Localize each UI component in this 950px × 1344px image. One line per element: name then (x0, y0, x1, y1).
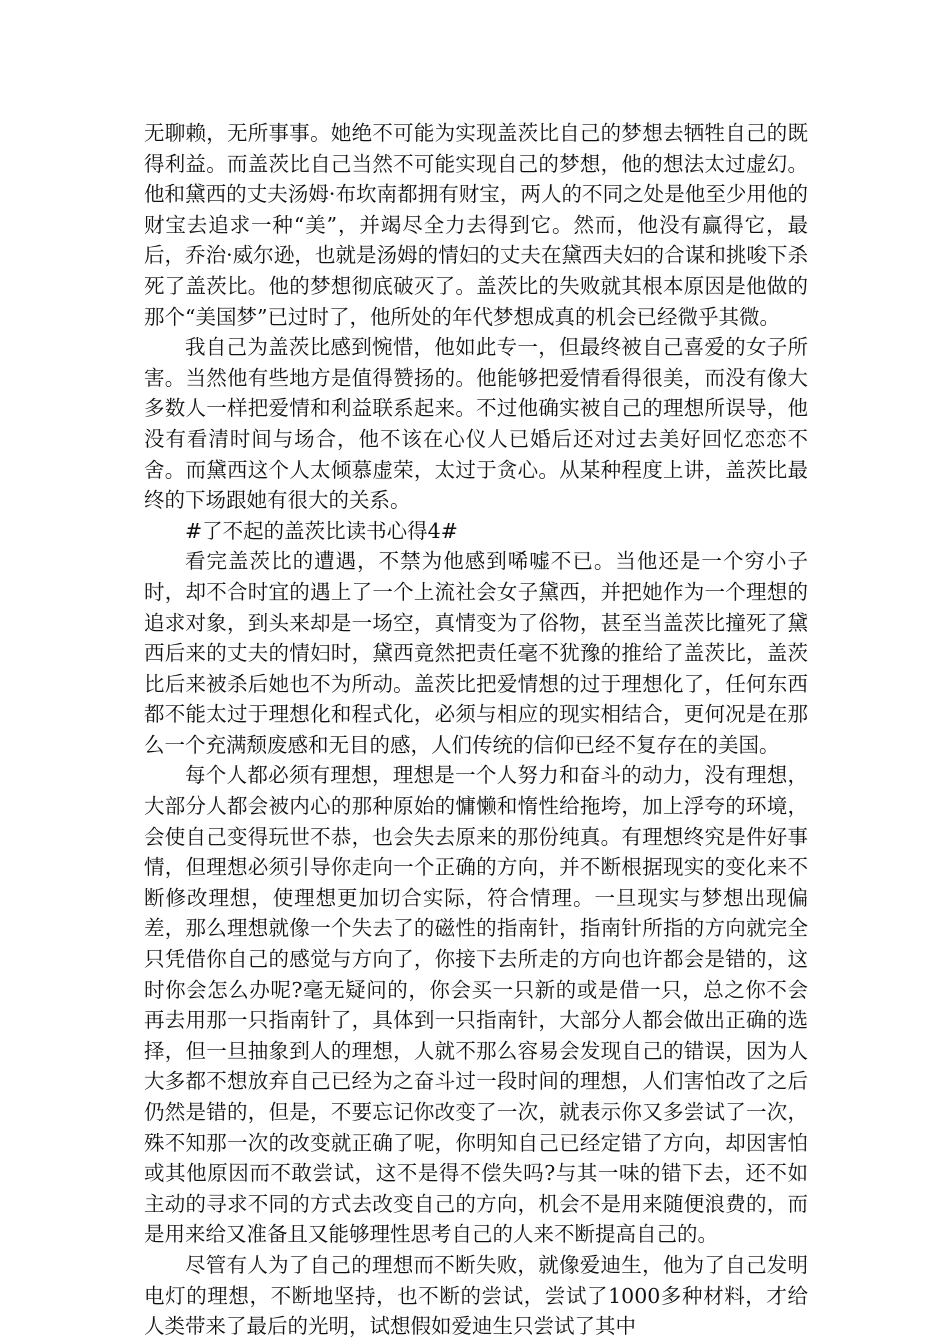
paragraph-regret: 我自己为盖茨比感到惋惜，他如此专一，但最终被自己喜爱的女子所害。当然他有些地方是值得赞扬的。他能够把爱情看得很美，而没有像大多数人一样把爱情和利益联系起来。不过他确实被自己的理想所误导，他没有看清时间与场合，他不该在心仪人已婚后还对过去美好回忆恋恋不舍。而黛西这个人太倾慕虚荣，太过于贪心。从某种程度上讲，盖茨比最终的下场跟她有很大的关系。 (144, 335, 808, 513)
section-heading: #了不起的盖茨比读书心得4# (185, 518, 458, 543)
paragraph-edison: 尽管有人为了自己的理想而不断失败，就像爱迪生，他为了自己发明电灯的理想，不断地坚持，也不断的尝试，尝试了1000多种材料，才给人类带来了最后的光明，试想假如爱迪生只尝试了其中 (144, 1252, 808, 1339)
document-page (144, 118, 808, 1342)
paragraph-ideals: 每个人都必须有理想，理想是一个人努力和奋斗的动力，没有理想，大部分人都会被内心的那种原始的慵懒和惰性给拖垮，加上浮夸的环境，会使自己变得玩世不恭，也会失去原来的那份纯真。有理想终究是件好事情，但理想必须引导你走向一个正确的方向，并不断根据现实的变化来不断修改理想，使理想更加切合实际，符合情理。一旦现实与梦想出现偏差，那么理想就像一个失去了的磁性的指南针，指南针所指的方向就完全只凭借你自己的感觉与方向了，你接下去所走的方向也许都会是错的，这时你会怎么办呢?毫无疑问的，你会买一只新的或是借一只，总之你不会再去用那一只指南针了，具体到一只指南针，大部分人都会做出正确的选择，但一旦抽象到人的理想，人就不那么容易会发现自己的错误，因为人大多都不想放弃自己已经为之奋斗过一段时间的理想，人们害怕改了之后仍然是错的，但是，不要忘记你改变了一次，就表示你又多尝试了一次，殊不知那一次的改变就正确了呢，你明知自己已经定错了方向，却因害怕或其他原因而不敢尝试，这不是得不偿失吗?与其一味的错下去，还不如主动的寻求不同的方式去改变自己的方向，机会不是用来随便浪费的，而是用来给又准备且又能够理性思考自己的人来不断提高自己的。 (144, 763, 808, 1247)
paragraph-continuation: 无聊赖，无所事事。她绝不可能为实现盖茨比自己的梦想去牺牲自己的既得利益。而盖茨比自己当然不可能实现自己的梦想，他的想法太过虚幻。他和黛西的丈夫汤姆·布坎南都拥有财宝，两人的不同之处是他至少用他的财宝去追求一种“美”，并竭尽全力去得到它。然而，他没有赢得它，最后，乔治·威尔逊，也就是汤姆的情妇的丈夫在黛西夫妇的合谋和挑唆下杀死了盖茨比。他的梦想彻底破灭了。盖茨比的失败就其根本原因是他做的那个“美国梦”已过时了，他所处的年代梦想成真的机会已经微乎其微。 (144, 121, 808, 329)
paragraph-sigh: 看完盖茨比的遭遇，不禁为他感到唏嘘不已。当他还是一个穷小子时，却不合时宜的遇上了一个上流社会女子黛西，并把她作为一个理想的追求对象，到头来却是一场空，真情变为了俗物，甚至当盖茨比撞死了黛西后来的丈夫的情妇时，黛西竟然把责任毫不犹豫的推给了盖茨比，盖茨比后来被杀后她也不为所动。盖茨比把爱情想的过于理想化了，任何东西都不能太过于理想化和程式化，必须与相应的现实相结合，更何况是在那么一个充满颓废感和无目的感，人们传统的信仰已经不复存在的美国。 (144, 549, 808, 757)
